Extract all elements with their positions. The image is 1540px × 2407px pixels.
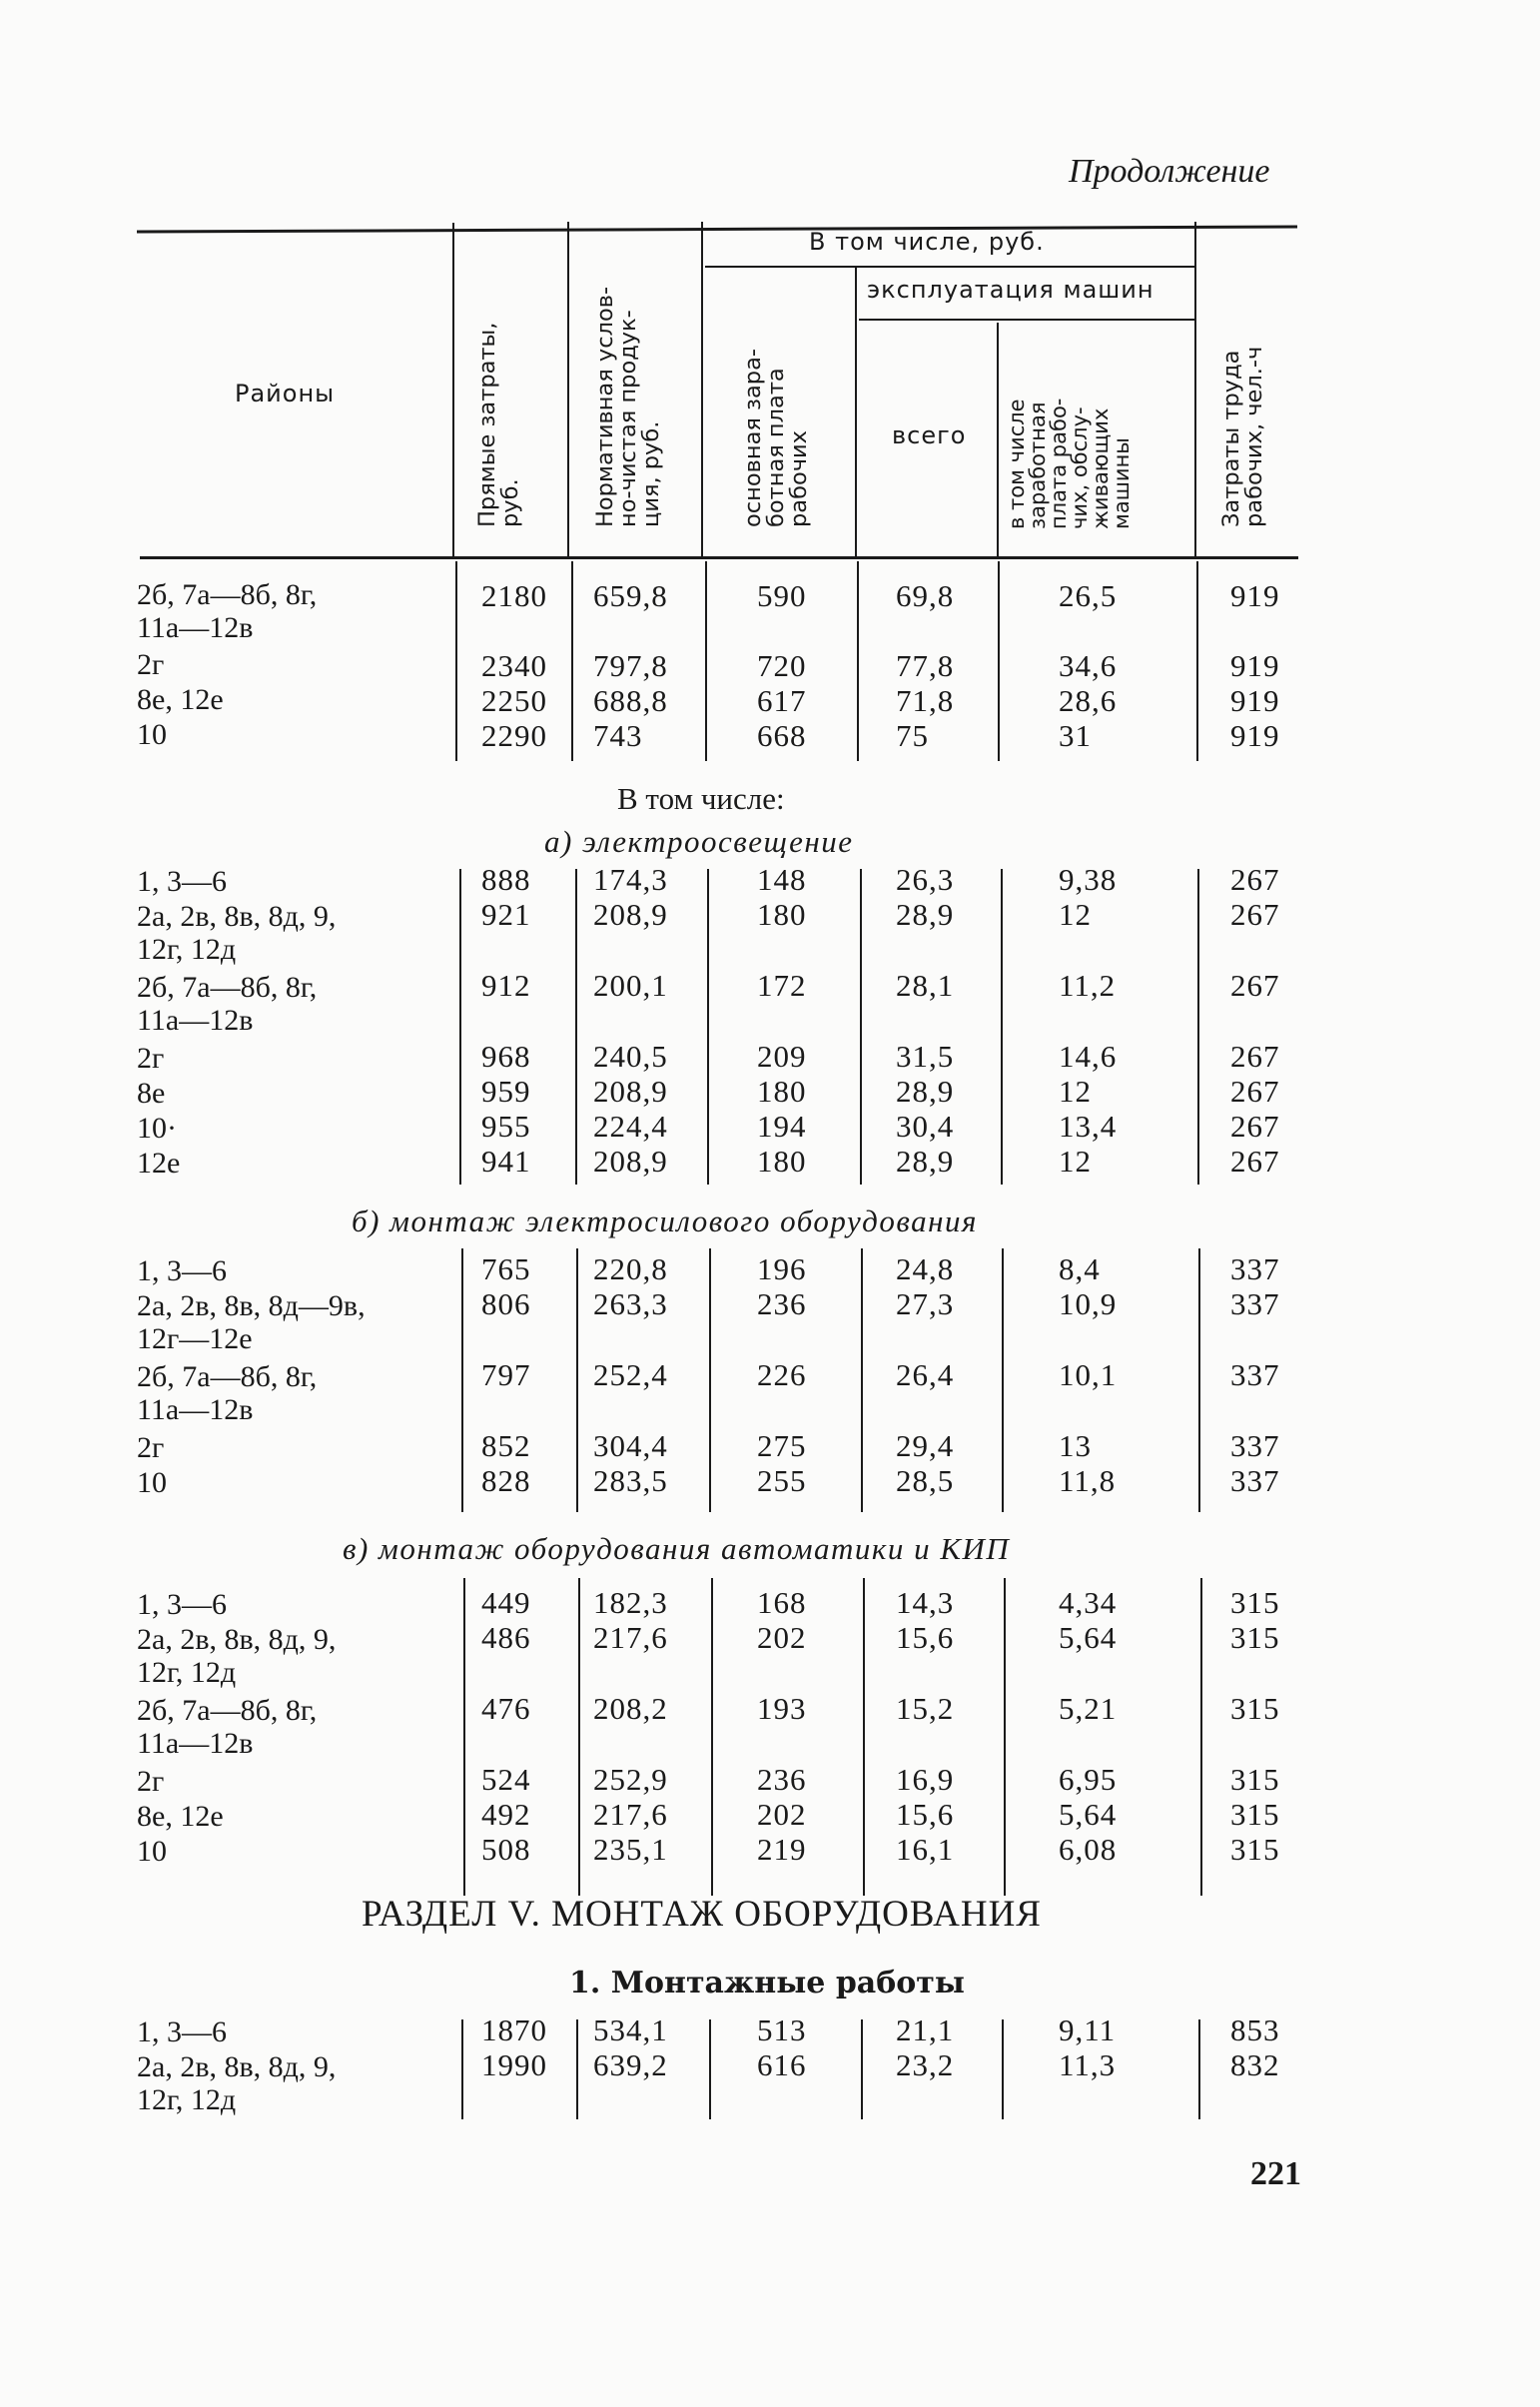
base-wage-cell: 236	[757, 1762, 807, 1797]
normative-net-cell: 743	[593, 718, 643, 753]
machine-total-cell: 15,6	[896, 1797, 955, 1832]
direct-costs-cell: 765	[481, 1251, 531, 1286]
machine-wage-cell: 8,4	[1059, 1251, 1101, 1286]
machine-total-cell: 28,9	[896, 1144, 955, 1179]
labor-cell: 315	[1230, 1620, 1280, 1655]
labor-cell: 853	[1230, 2012, 1280, 2047]
continuation-label: Продолжение	[1069, 153, 1270, 190]
including-rule	[705, 266, 1194, 268]
region-line: 1, 3—6	[137, 865, 227, 898]
base-wage-cell: 236	[757, 1286, 807, 1321]
header-including-wage: в том числе заработная плата рабо- чих, обслу- живающих машины	[1005, 398, 1134, 529]
direct-costs-cell: 921	[481, 897, 531, 932]
base-wage-cell: 219	[757, 1832, 807, 1867]
region-line: 10	[137, 1466, 167, 1499]
machine-wage-cell: 12	[1059, 1144, 1092, 1179]
machine-wage-cell: 34,6	[1059, 648, 1118, 683]
labor-cell: 267	[1230, 1109, 1280, 1144]
direct-costs-cell: 524	[481, 1762, 531, 1797]
base-wage-cell: 196	[757, 1251, 807, 1286]
header-regions: Районы	[235, 380, 336, 407]
machine-wage-cell: 10,9	[1059, 1286, 1118, 1321]
header-including: В том числе, руб.	[809, 228, 1045, 256]
normative-net-cell: 252,4	[593, 1357, 668, 1392]
normative-net-cell: 208,9	[593, 1074, 668, 1109]
machine-total-cell: 28,9	[896, 1074, 955, 1109]
region-cell	[137, 1254, 227, 1287]
region-line: 2б, 7а—8б, 8г,	[137, 1694, 318, 1727]
base-wage-cell: 617	[757, 683, 807, 718]
region-cell	[137, 1800, 224, 1833]
region-line: 10·	[137, 1112, 177, 1145]
section-b-label: б) монтаж электросилового оборудования	[352, 1204, 978, 1238]
region-line: 12г, 12д	[137, 933, 237, 966]
subsection-title: 1. Монтажные работы	[569, 1966, 965, 2001]
labor-cell: 315	[1230, 1762, 1280, 1797]
machine-wage-cell: 9,11	[1059, 2012, 1117, 2047]
direct-costs-cell: 486	[481, 1620, 531, 1655]
base-wage-cell: 275	[757, 1428, 807, 1463]
region-line: 8е	[137, 1077, 166, 1110]
region-cell	[137, 1360, 317, 1426]
labor-cell: 267	[1230, 862, 1280, 897]
direct-costs-cell: 508	[481, 1832, 531, 1867]
machine-total-cell: 14,3	[896, 1585, 955, 1620]
header-total: всего	[892, 421, 967, 449]
machine-total-cell: 26,4	[896, 1357, 955, 1392]
base-wage-cell: 180	[757, 1074, 807, 1109]
machine-wage-cell: 10,1	[1059, 1357, 1118, 1392]
normative-net-cell: 200,1	[593, 968, 668, 1003]
labor-cell: 919	[1230, 718, 1280, 753]
direct-costs-cell: 806	[481, 1286, 531, 1321]
machine-total-cell: 29,4	[896, 1428, 955, 1463]
header-sep-1	[452, 223, 454, 557]
region-cell	[137, 1765, 164, 1798]
machine-wage-cell: 11,3	[1059, 2047, 1117, 2082]
base-wage-cell: 180	[757, 1144, 807, 1179]
base-wage-cell: 616	[757, 2047, 807, 2082]
region-line: 2а, 2в, 8в, 8д, 9,	[137, 2050, 337, 2083]
machine-wage-cell: 5,64	[1059, 1620, 1118, 1655]
direct-costs-cell: 955	[481, 1109, 531, 1144]
region-line: 11а—12в	[137, 1727, 254, 1760]
normative-net-cell: 240,5	[593, 1039, 668, 1074]
header-direct-costs: Прямые затраты, руб.	[474, 322, 523, 527]
region-line: 12г—12е	[137, 1322, 253, 1355]
normative-net-cell: 304,4	[593, 1428, 668, 1463]
direct-costs-cell: 912	[481, 968, 531, 1003]
base-wage-cell: 194	[757, 1109, 807, 1144]
normative-net-cell: 220,8	[593, 1251, 668, 1286]
machine-wage-cell: 14,6	[1059, 1039, 1118, 1074]
region-cell	[137, 1077, 165, 1110]
region-cell	[137, 578, 317, 644]
region-line: 12г, 12д	[137, 1656, 237, 1689]
direct-costs-cell: 1870	[481, 2012, 547, 2047]
machine-wage-cell: 9,38	[1059, 862, 1118, 897]
base-wage-cell: 168	[757, 1585, 807, 1620]
header-sep-5	[997, 323, 999, 557]
normative-net-cell: 224,4	[593, 1109, 668, 1144]
labor-cell: 919	[1230, 578, 1280, 613]
machine-total-cell: 28,5	[896, 1463, 955, 1498]
region-cell	[137, 1042, 164, 1075]
base-wage-cell: 226	[757, 1357, 807, 1392]
labor-cell: 267	[1230, 968, 1280, 1003]
machine-wage-cell: 12	[1059, 897, 1092, 932]
labor-cell: 315	[1230, 1691, 1280, 1726]
region-line: 2а, 2в, 8в, 8д, 9,	[137, 900, 337, 933]
machine-wage-cell: 5,21	[1059, 1691, 1118, 1726]
region-line: 2г	[137, 648, 165, 681]
header-base-wage: основная зара- ботная плата рабочих	[740, 348, 812, 527]
region-line: 2а, 2в, 8в, 8д—9в,	[137, 1289, 366, 1322]
normative-net-cell: 534,1	[593, 2012, 668, 2047]
direct-costs-cell: 968	[481, 1039, 531, 1074]
region-cell	[137, 971, 317, 1037]
machine-total-cell: 21,1	[896, 2012, 955, 2047]
region-line: 2б, 7а—8б, 8г,	[137, 1360, 318, 1393]
region-line: 2г	[137, 1765, 165, 1798]
header-sep-3	[701, 222, 703, 557]
base-wage-cell: 148	[757, 862, 807, 897]
labor-cell: 267	[1230, 1074, 1280, 1109]
machine-wage-cell: 13	[1059, 1428, 1092, 1463]
region-cell	[137, 1112, 177, 1145]
direct-costs-cell: 797	[481, 1357, 531, 1392]
header-machine-operation: эксплуатация машин	[867, 276, 1155, 304]
labor-cell: 919	[1230, 683, 1280, 718]
region-line: 2б, 7а—8б, 8г,	[137, 971, 318, 1004]
normative-net-cell: 217,6	[593, 1797, 668, 1832]
region-line: 11а—12в	[137, 1393, 254, 1426]
machine-total-cell: 16,1	[896, 1832, 955, 1867]
region-cell	[137, 683, 224, 716]
direct-costs-cell: 2180	[481, 578, 547, 613]
region-cell	[137, 900, 336, 966]
direct-costs-cell: 2340	[481, 648, 547, 683]
direct-costs-cell: 492	[481, 1797, 531, 1832]
labor-cell: 832	[1230, 2047, 1280, 2082]
labor-cell: 337	[1230, 1428, 1280, 1463]
direct-costs-cell: 828	[481, 1463, 531, 1498]
normative-net-cell: 639,2	[593, 2047, 668, 2082]
region-line: 12е	[137, 1147, 181, 1180]
region-line: 10	[137, 718, 167, 751]
region-line: 12г, 12д	[137, 2083, 237, 2116]
machine-total-cell: 75	[896, 718, 929, 753]
region-line: 2г	[137, 1042, 165, 1075]
section-v-label: в) монтаж оборудования автоматики и КИП	[343, 1531, 1011, 1566]
machine-total-cell: 27,3	[896, 1286, 955, 1321]
machine-wage-cell: 6,95	[1059, 1762, 1118, 1797]
normative-net-cell: 235,1	[593, 1832, 668, 1867]
base-wage-cell: 209	[757, 1039, 807, 1074]
region-cell	[137, 718, 167, 751]
region-cell	[137, 1835, 167, 1868]
region-cell	[137, 1466, 167, 1499]
header-sep-2	[567, 222, 569, 557]
labor-cell: 315	[1230, 1797, 1280, 1832]
region-cell	[137, 865, 227, 898]
labor-cell: 315	[1230, 1585, 1280, 1620]
base-wage-cell: 172	[757, 968, 807, 1003]
machine-total-cell: 31,5	[896, 1039, 955, 1074]
normative-net-cell: 283,5	[593, 1463, 668, 1498]
direct-costs-cell: 449	[481, 1585, 531, 1620]
normative-net-cell: 252,9	[593, 1762, 668, 1797]
region-cell	[137, 1431, 164, 1464]
region-line: 10	[137, 1835, 167, 1868]
normative-net-cell: 797,8	[593, 648, 668, 683]
region-line: 8е, 12е	[137, 683, 224, 716]
direct-costs-cell: 852	[481, 1428, 531, 1463]
machine-total-cell: 24,8	[896, 1251, 955, 1286]
labor-cell: 267	[1230, 897, 1280, 932]
normative-net-cell: 208,9	[593, 897, 668, 932]
region-cell	[137, 648, 164, 681]
machine-wage-cell: 6,08	[1059, 1832, 1118, 1867]
region-cell	[137, 2050, 336, 2116]
direct-costs-cell: 888	[481, 862, 531, 897]
region-cell	[137, 1623, 336, 1689]
machines-rule	[859, 319, 1194, 321]
normative-net-cell: 208,2	[593, 1691, 668, 1726]
machine-total-cell: 28,1	[896, 968, 955, 1003]
region-line: 1, 3—6	[137, 2015, 227, 2048]
machine-total-cell: 69,8	[896, 578, 955, 613]
labor-cell: 919	[1230, 648, 1280, 683]
direct-costs-cell: 941	[481, 1144, 531, 1179]
labor-cell: 337	[1230, 1357, 1280, 1392]
labor-cell: 337	[1230, 1286, 1280, 1321]
machine-total-cell: 23,2	[896, 2047, 955, 2082]
machine-total-cell: 71,8	[896, 683, 955, 718]
machine-total-cell: 28,9	[896, 897, 955, 932]
page-number: 221	[1250, 2155, 1301, 2192]
region-cell	[137, 1694, 317, 1760]
region-cell	[137, 1289, 366, 1355]
direct-costs-cell: 2250	[481, 683, 547, 718]
direct-costs-cell: 959	[481, 1074, 531, 1109]
header-sep-4	[855, 268, 857, 557]
normative-net-cell: 208,9	[593, 1144, 668, 1179]
base-wage-cell: 720	[757, 648, 807, 683]
machine-wage-cell: 5,64	[1059, 1797, 1118, 1832]
base-wage-cell: 513	[757, 2012, 807, 2047]
region-cell	[137, 1147, 180, 1180]
machine-total-cell: 15,2	[896, 1691, 955, 1726]
region-line: 8е, 12е	[137, 1800, 224, 1833]
region-cell	[137, 1588, 227, 1621]
machine-wage-cell: 12	[1059, 1074, 1092, 1109]
labor-cell: 315	[1230, 1832, 1280, 1867]
machine-total-cell: 26,3	[896, 862, 955, 897]
base-wage-cell: 202	[757, 1620, 807, 1655]
region-line: 11а—12в	[137, 1004, 254, 1037]
machine-total-cell: 15,6	[896, 1620, 955, 1655]
labor-cell: 337	[1230, 1463, 1280, 1498]
header-sep-6	[1194, 222, 1196, 557]
normative-net-cell: 174,3	[593, 862, 668, 897]
machine-wage-cell: 28,6	[1059, 683, 1118, 718]
normative-net-cell: 217,6	[593, 1620, 668, 1655]
region-line: 1, 3—6	[137, 1254, 227, 1287]
part-title: РАЗДЕЛ V. МОНТАЖ ОБОРУДОВАНИЯ	[362, 1894, 1042, 1935]
labor-cell: 267	[1230, 1144, 1280, 1179]
header-bottom-rule	[140, 556, 1298, 559]
including-label: В том числе:	[617, 781, 785, 816]
section-a-label: а) электроосвещение	[544, 824, 854, 859]
region-line: 2б, 7а—8б, 8г,	[137, 578, 318, 611]
machine-wage-cell: 11,8	[1059, 1463, 1117, 1498]
machine-wage-cell: 13,4	[1059, 1109, 1118, 1144]
base-wage-cell: 668	[757, 718, 807, 753]
base-wage-cell: 193	[757, 1691, 807, 1726]
base-wage-cell: 590	[757, 578, 807, 613]
header-normative-net: Нормативная услов- но-чистая продук- ция, руб.	[592, 286, 664, 527]
labor-cell: 267	[1230, 1039, 1280, 1074]
machine-wage-cell: 26,5	[1059, 578, 1118, 613]
base-wage-cell: 180	[757, 897, 807, 932]
machine-wage-cell: 4,34	[1059, 1585, 1118, 1620]
machine-total-cell: 16,9	[896, 1762, 955, 1797]
machine-wage-cell: 31	[1059, 718, 1092, 753]
region-line: 2г	[137, 1431, 165, 1464]
direct-costs-cell: 1990	[481, 2047, 547, 2082]
header-labor: Затраты труда рабочих, чел.-ч	[1218, 346, 1267, 527]
direct-costs-cell: 476	[481, 1691, 531, 1726]
header-top-rule	[137, 225, 1297, 233]
region-cell	[137, 2015, 227, 2048]
normative-net-cell: 688,8	[593, 683, 668, 718]
labor-cell: 337	[1230, 1251, 1280, 1286]
normative-net-cell: 263,3	[593, 1286, 668, 1321]
machine-total-cell: 30,4	[896, 1109, 955, 1144]
region-line: 2а, 2в, 8в, 8д, 9,	[137, 1623, 337, 1656]
normative-net-cell: 182,3	[593, 1585, 668, 1620]
region-line: 11а—12в	[137, 611, 254, 644]
base-wage-cell: 255	[757, 1463, 807, 1498]
direct-costs-cell: 2290	[481, 718, 547, 753]
machine-wage-cell: 11,2	[1059, 968, 1117, 1003]
region-line: 1, 3—6	[137, 1588, 227, 1621]
normative-net-cell: 659,8	[593, 578, 668, 613]
base-wage-cell: 202	[757, 1797, 807, 1832]
machine-total-cell: 77,8	[896, 648, 955, 683]
